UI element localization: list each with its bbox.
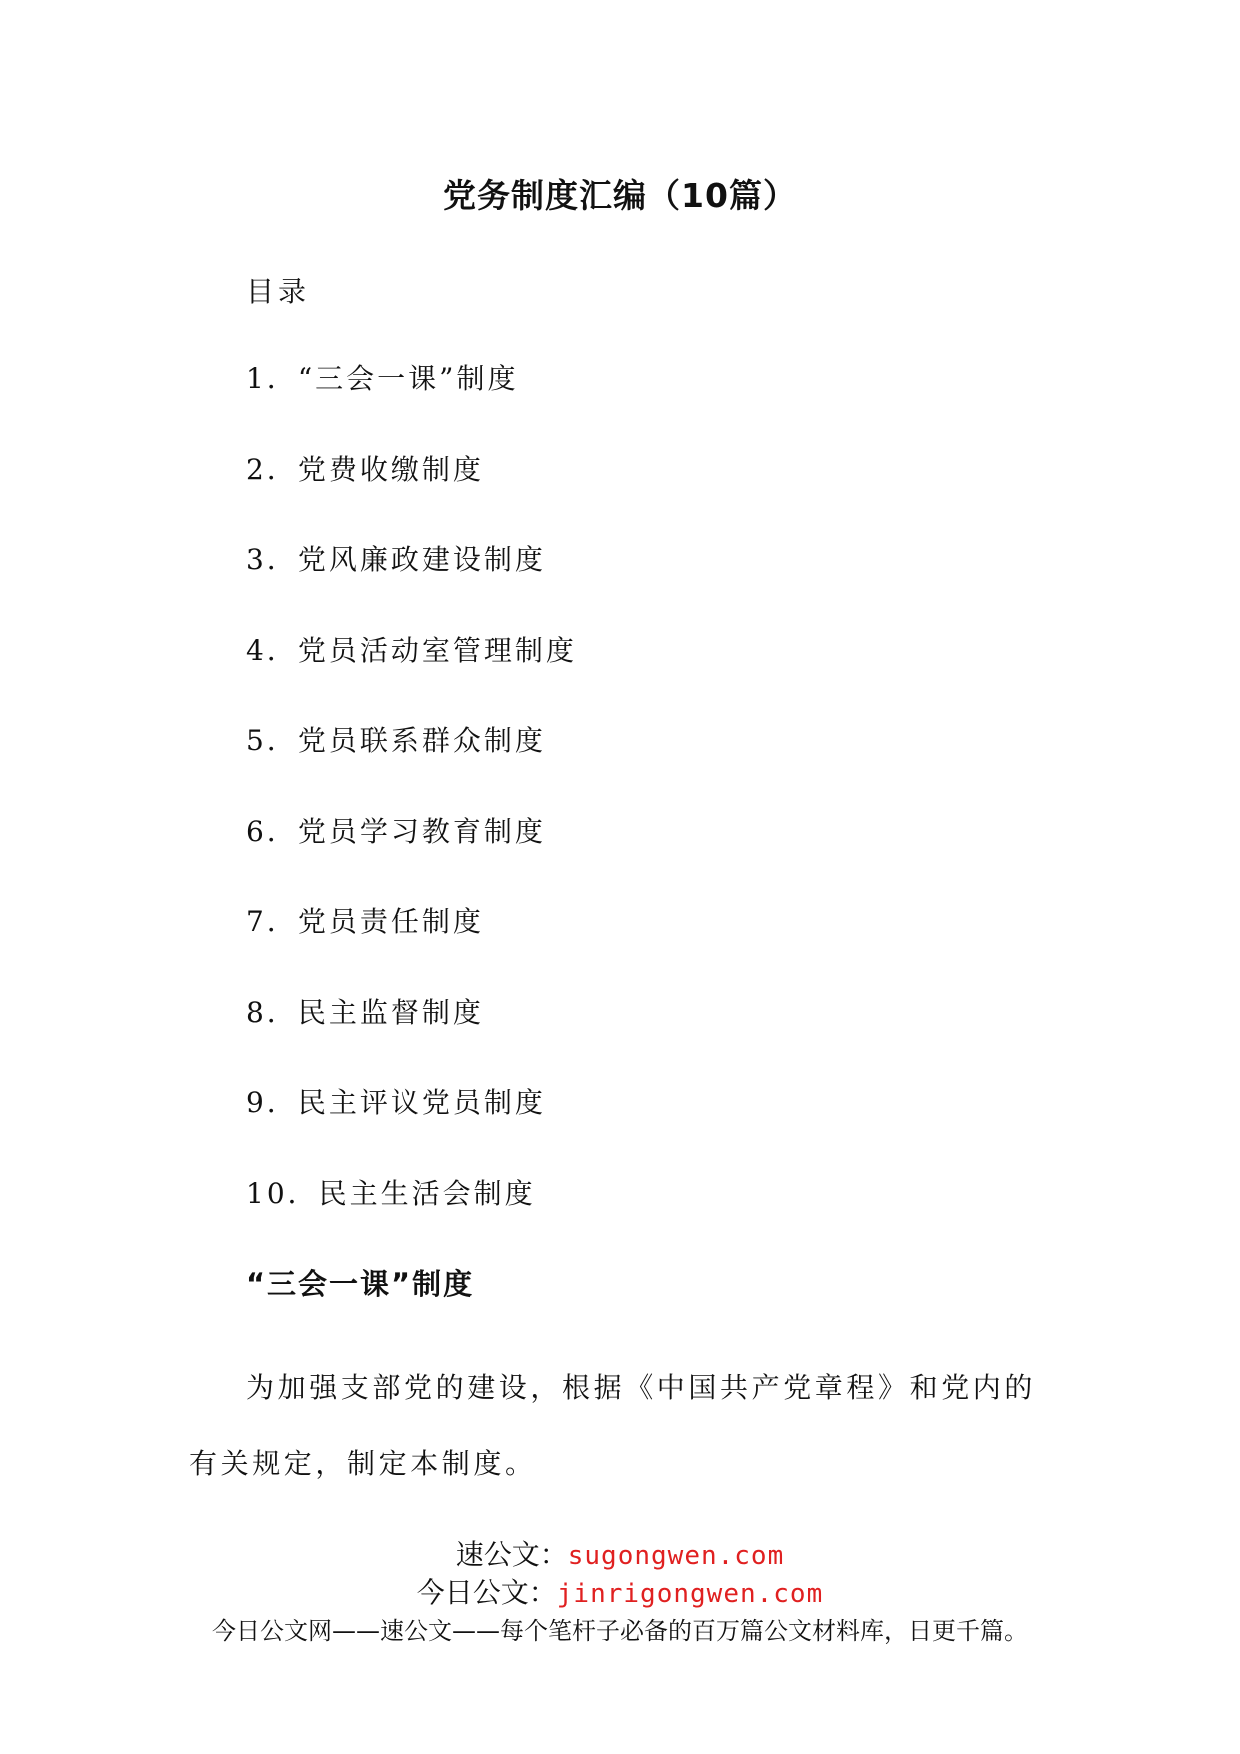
section-heading: “三会一课”制度 bbox=[246, 1267, 475, 1301]
toc-item-7: 7．党员责任制度 bbox=[246, 905, 484, 938]
toc-item-1: 1．“三会一课”制度 bbox=[246, 362, 519, 395]
toc-item-2: 2．党费收缴制度 bbox=[246, 452, 484, 486]
footer-line-sugongwen bbox=[0, 1536, 1240, 1574]
toc-heading: 目录 bbox=[246, 275, 311, 308]
page-title: 党务制度汇编（10篇） bbox=[443, 176, 797, 215]
toc-item-8: 8．民主监督制度 bbox=[246, 995, 484, 1029]
footer-link-sugongwen[interactable]: sugongwen.com bbox=[567, 1541, 785, 1571]
body-paragraph: 为加强支部党的建设，根据《中国共产党章程》和党内的有关规定，制定本制度。 bbox=[189, 1371, 1037, 1480]
toc-item-3: 3．党风廉政建设制度 bbox=[246, 543, 546, 576]
toc-item-4: 4．党员活动室管理制度 bbox=[246, 633, 577, 667]
toc-item-5: 5．党员联系群众制度 bbox=[246, 724, 546, 757]
toc-list bbox=[246, 362, 577, 1267]
footer bbox=[0, 1536, 1240, 1648]
footer-tagline: 今日公文网——速公文——每个笔杆子必备的百万篇公文材料库，日更千篇。 bbox=[212, 1617, 1028, 1645]
footer-line-jinrigongwen bbox=[0, 1574, 1240, 1612]
toc-item-9: 9．民主评议党员制度 bbox=[246, 1086, 546, 1119]
footer-link-jinrigongwen[interactable]: jinrigongwen.com bbox=[556, 1579, 824, 1609]
footer-label-jinrigongwen: 今日公文： bbox=[416, 1576, 557, 1609]
toc-item-6: 6．党员学习教育制度 bbox=[246, 814, 546, 848]
toc-item-10: 10．民主生活会制度 bbox=[246, 1176, 536, 1210]
footer-label-sugongwen: 速公文： bbox=[455, 1538, 568, 1571]
